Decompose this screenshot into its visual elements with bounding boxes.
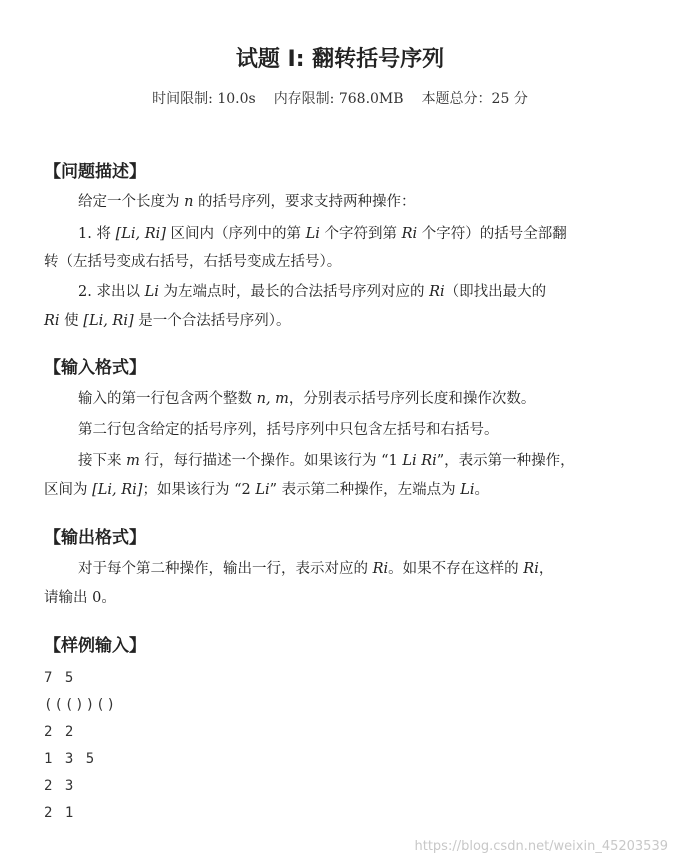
input-line-4: 区间为 [Li, Ri]；如果该行为 “2 Li” 表示第二种操作，左端点为 Li。	[44, 482, 490, 498]
sample-input-line: 7 5	[44, 670, 76, 686]
sample-input-line: ((())()	[44, 697, 118, 713]
section-heading-problem: 【问题描述】	[44, 162, 146, 182]
output-line-1: 对于每个第二种操作，输出一行，表示对应的 Ri。如果不存在这样的 Ri，	[78, 561, 554, 577]
problem-meta	[0, 88, 680, 108]
sample-input-line: 2 3	[44, 778, 76, 794]
memory-limit: 内存限制: 768.0MB	[273, 91, 404, 107]
section-heading-sample-input: 【样例输入】	[44, 636, 146, 656]
section-heading-output: 【输出格式】	[44, 528, 146, 548]
input-line-2: 第二行包含给定的括号序列，括号序列中只包含左括号和右括号。	[78, 422, 499, 438]
time-limit: 时间限制: 10.0s	[152, 91, 256, 107]
problem-op1: 1. 将 [Li, Ri] 区间内（序列中的第 Li 个字符到第 Ri 个字符）的括号全部翻	[78, 226, 567, 242]
input-line-1: 输入的第一行包含两个整数 n, m，分别表示括号序列长度和操作次数。	[78, 391, 536, 407]
sample-input-line: 2 2	[44, 724, 76, 740]
section-heading-input: 【输入格式】	[44, 358, 146, 378]
problem-intro: 给定一个长度为 n 的括号序列，要求支持两种操作：	[78, 194, 416, 210]
total-score: 本题总分：25 分	[421, 91, 528, 107]
problem-op2: 2. 求出以 Li 为左端点时，最长的合法括号序列对应的 Ri（即找出最大的	[78, 284, 547, 300]
sample-input-line: 1 3 5	[44, 751, 97, 767]
watermark: https://blog.csdn.net/weixin_45203539	[414, 839, 668, 854]
problem-title: 试题 I: 翻转括号序列	[235, 47, 445, 72]
problem-op2-cont: Ri 使 [Li, Ri] 是一个合法括号序列）。	[44, 313, 291, 329]
input-line-3: 接下来 m 行，每行描述一个操作。如果该行为 “1 Li Ri”，表示第一种操作，	[78, 453, 575, 469]
output-line-2: 请输出 0。	[44, 590, 116, 606]
sample-input-line: 2 1	[44, 805, 76, 821]
problem-op1-cont: 转（左括号变成右括号，右括号变成左括号）。	[44, 254, 342, 270]
